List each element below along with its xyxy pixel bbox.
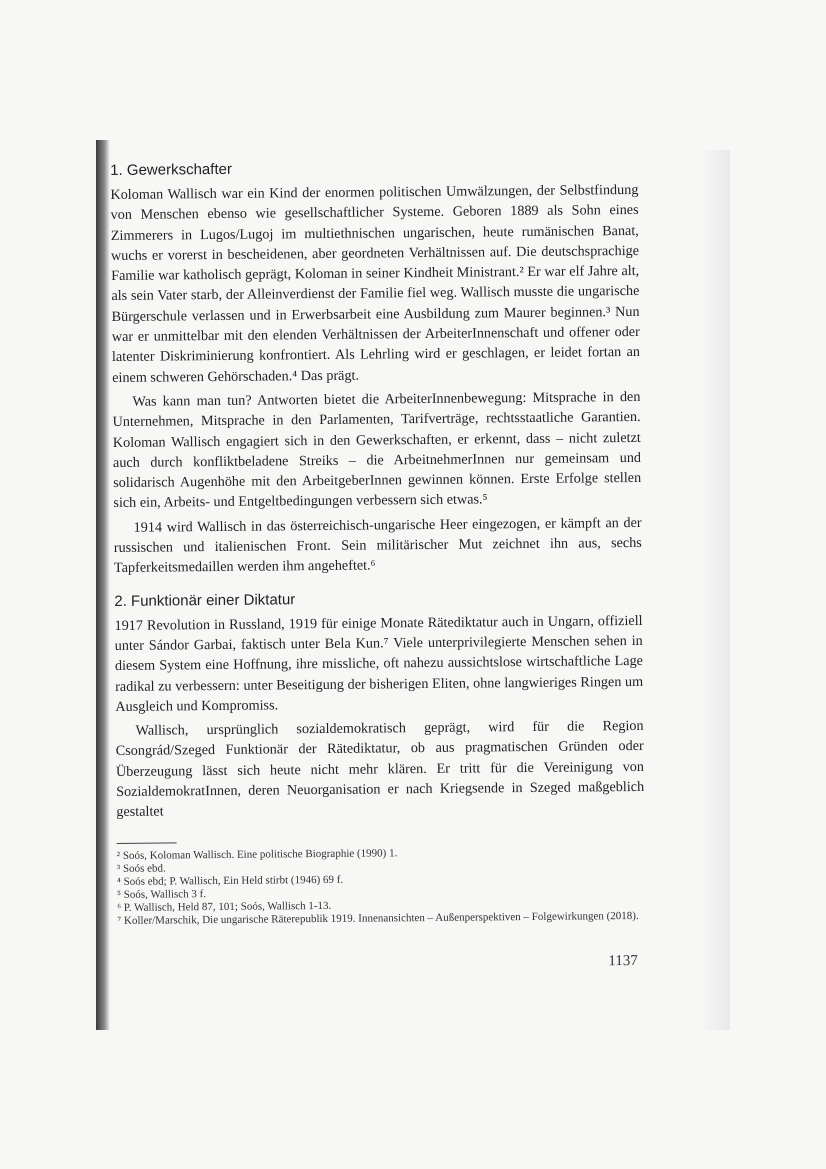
- scan-page-edge: [700, 150, 730, 1030]
- footnote: ⁵ Soós, Wallisch 3 f.: [117, 887, 207, 901]
- page-number: 1137: [608, 952, 638, 969]
- paragraph: Wallisch, ursprünglich sozialdemokratisch geprägt, wird für die Region Csongrád/Szeged Funktionär der Rätediktatur, ob aus pragmatischen Gründen oder Überzeugung lässt sich heute nicht mehr klären. Er tritt für die Vereinigung von SozialdemokratInnen, deren Neuorganisation er nach Kriegsende in Szeged maßgeblich gestaltet: [115, 718, 645, 821]
- footnote: ³ Soós ebd.: [116, 862, 166, 875]
- section-heading-funktionaer: 2. Funktionär einer Diktatur: [114, 590, 296, 610]
- paragraph: Koloman Wallisch war ein Kind der enormen politischen Umwälzungen, der Selbstfindung von Menschen ebenso wie gesellschaftlicher Systeme. Geboren 1889 als Sohn eines Zimmerers in Lugos/Lugoj im multiethnischen ungarischen, heute rumänischen Banat, wuchs er vorerst in bescheidenen, aber geordneten Verhältnissen auf. Die deutschsprachige Familie war katholisch geprägt, Koloman in seiner Kindheit Ministrant.² Er war elf Jahre alt, als sein Vater starb, der Alleinverdienst der Familie fiel weg. Wallisch musste die ungarische Bürgerschule verlassen und in Erwerbsarbeit eine Ausbildung zum Maurer beginnen.³ Nun war er unmittelbar mit den elenden Verhältnissen der ArbeiterInnenschaft und offener oder latenter Diskriminierung konfrontiert. Als Lehrling wird er geschlagen, er leidet fortan an einem schweren Gehörschaden.⁴ Das prägt.: [110, 181, 641, 386]
- footnote: ² Soós, Koloman Wallisch. Eine politische Biographie (1990) 1.: [116, 846, 398, 862]
- paragraph: Was kann man tun? Antworten bietet die ArbeiterInnenbewegung: Mitsprache in den Unternehmen, Mitsprache in den Parlamenten, Tarifverträge, rechtsstaatliche Garantien. Koloman Wallisch engagiert sich in den Gewerkschaften, er erkennt, dass – nicht zuletzt auch durch konfliktbeladene Streiks – die ArbeitnehmerInnen nur gemeinsam und solidarisch Augenhöhe mit den ArbeitgeberInnen gewinnen können. Erste Erfolge stellen sich ein, Arbeits- und Entgeltbedingungen verbessern sich etwas.⁵: [112, 388, 642, 512]
- book-page: [110, 145, 646, 975]
- footnote: ⁷ Koller/Marschik, Die ungarische Räterepublik 1919. Innenansichten – Außenperspektiven – Folgewirkungen (2018).: [117, 909, 639, 927]
- paragraph: 1914 wird Wallisch in das österreichisch-ungarische Heer eingezogen, er kämpft an der russischen und italienischen Front. Sein militärischer Mut zeichnet ihn aus, sechs Tapferkeitsmedaillen werden ihm angeheftet.⁶: [113, 514, 642, 577]
- footnote: ⁴ Soós ebd; P. Wallisch, Ein Held stirbt (1946) 69 f.: [116, 873, 344, 888]
- paragraph: 1917 Revolution in Russland, 1919 für einige Monate Rätediktatur auch in Ungarn, offiziell unter Sándor Garbai, faktisch unter Bela Kun.⁷ Viele unterprivilegierte Menschen sehen in diesem System eine Hoffnung, ihre missliche, oft nahezu aussichtslose wirtschaftliche Lage radikal zu verbessern: unter Beseitigung der bisherigen Eliten, ohne langwieriges Ringen um Ausgleich und Kompromiss.: [114, 612, 644, 715]
- footnotes: [117, 845, 646, 928]
- footnote: ⁶ P. Wallisch, Held 87, 101; Soós, Wallisch 1-13.: [117, 899, 332, 914]
- section-heading-gewerkschafter: 1. Gewerkschafter: [110, 160, 232, 179]
- scan-binding-shadow: [96, 140, 110, 1030]
- footnote-divider: [117, 842, 177, 844]
